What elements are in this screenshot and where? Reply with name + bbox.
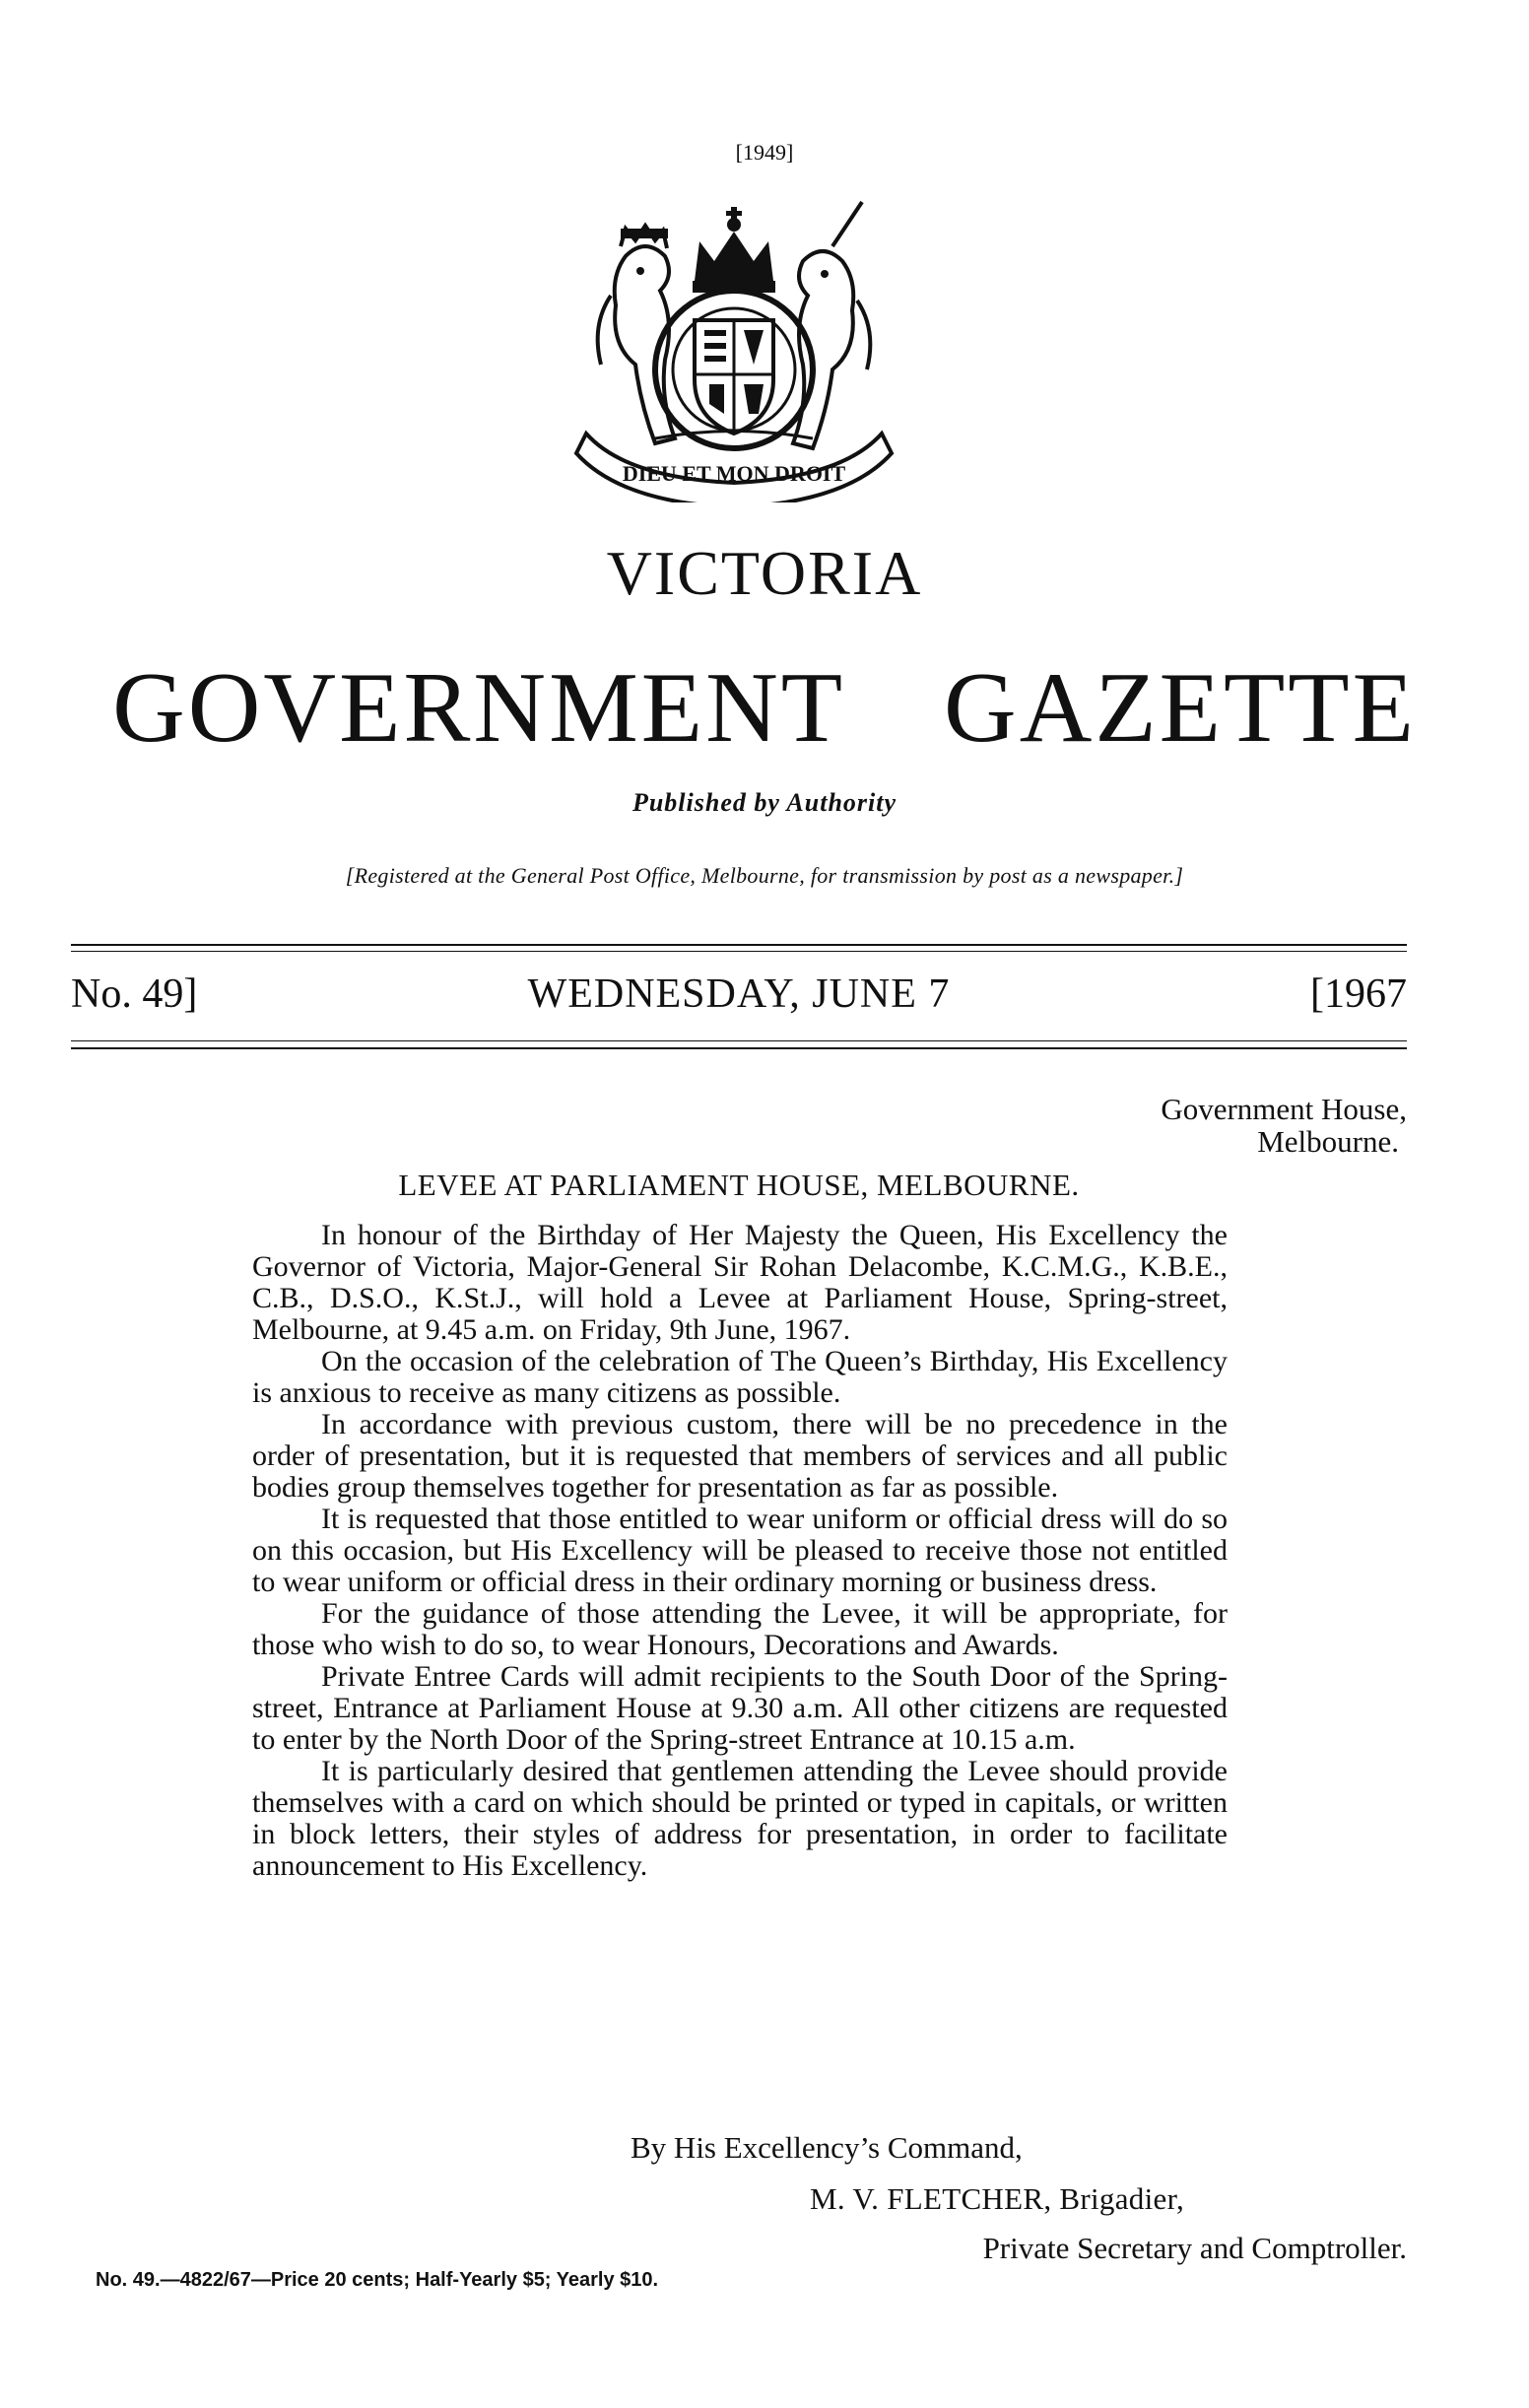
- notice-paragraph: For the guidance of those attending the Levee, it will be appropriate, for those who wish to do so, to wear Honours, Decorations and Awards.: [252, 1597, 1228, 1661]
- rule-bottom-2: [71, 1047, 1407, 1049]
- rule-top-1: [71, 944, 1407, 946]
- issue-year: [1967: [1310, 971, 1407, 1017]
- address-line-2: Melbourne.: [1257, 1123, 1399, 1159]
- state-title: VICTORIA: [606, 538, 923, 608]
- signatory-title: Private Secretary and Comptroller.: [982, 2231, 1407, 2265]
- registration-note: [Registered at the General Post Office, Melbourne, for transmission by post as a newspaper.]: [345, 863, 1184, 888]
- published-by-authority: Published by Authority: [632, 788, 897, 817]
- rule-top-2: [71, 951, 1407, 952]
- gazette-title-word1: GOVERNMENT: [112, 652, 846, 764]
- rule-bottom-1: [71, 1040, 1407, 1041]
- notice-paragraph: In accordance with previous custom, there will be no precedence in the order of presentation, but it is requested that members of services and all public bodies group themselves together for presentation as far as possible.: [252, 1408, 1228, 1504]
- notice-paragraph: In honour of the Birthday of Her Majesty the Queen, His Excellency the Governor of Victoria, Major-General Sir Rohan Delacombe, K.C.M.G., K.B.E., C.B., D.S.O., K.St.J., will hold a Levee at Parliament House, Spring-street, Melbourne, at 9.45 a.m. on Friday, 9th June, 1967.: [252, 1219, 1228, 1346]
- gazette-title-word2: GAZETTE: [944, 652, 1417, 764]
- notice-body: [252, 1220, 1228, 1882]
- crest-motto: DIEU ET MON DROIT: [622, 461, 846, 486]
- page-number: [1949]: [735, 140, 794, 165]
- issue-bar: [71, 961, 1407, 1030]
- price-line: No. 49.—4822/67—Price 20 cents; Half-Yearly $5; Yearly $10.: [96, 2269, 659, 2291]
- sender-address: [1161, 1094, 1407, 1158]
- command-line: By His Excellency’s Command,: [631, 2130, 1023, 2165]
- notice-paragraph: Private Entree Cards will admit recipients to the South Door of the Spring-street, Entrance at Parliament House at 9.30 a.m. All other citizens are requested to enter by the North Door of the Spring-street Entrance at 10.15 a.m.: [252, 1660, 1228, 1756]
- notice-heading: LEVEE AT PARLIAMENT HOUSE, MELBOURNE.: [398, 1168, 1080, 1202]
- signatory-name: M. V. FLETCHER, Brigadier,: [810, 2181, 1184, 2216]
- address-line-1: Government House,: [1161, 1092, 1407, 1126]
- royal-coat-of-arms-icon: [566, 187, 901, 502]
- notice-paragraph: It is particularly desired that gentlemen attending the Levee should provide themselves with a card on which should be printed or typed in capitals, or written in block letters, their styles of address for presentation, in order to facilitate announcement to His Excellency.: [252, 1755, 1228, 1882]
- notice-paragraph: It is requested that those entitled to wear uniform or official dress will do so on this occasion, but His Excellency will be pleased to receive those not entitled to wear uniform or official dress in their ordinary morning or business dress.: [252, 1503, 1228, 1598]
- issue-number: No. 49]: [71, 971, 198, 1017]
- issue-date: WEDNESDAY, JUNE 7: [527, 971, 951, 1017]
- notice-paragraph: On the occasion of the celebration of The Queen’s Birthday, His Excellency is anxious to receive as many citizens as possible.: [252, 1345, 1228, 1409]
- gazette-title: [0, 650, 1529, 766]
